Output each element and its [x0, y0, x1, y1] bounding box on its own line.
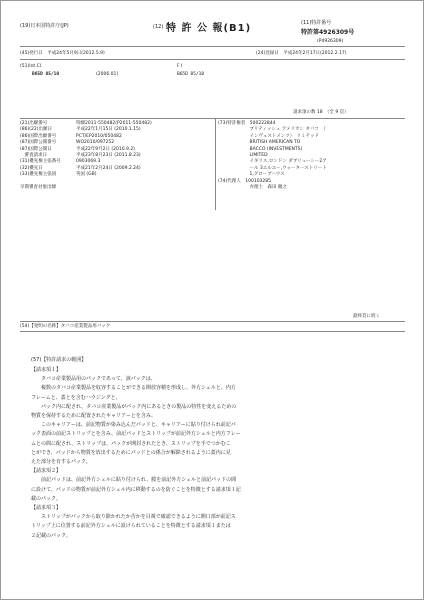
claim-continuation: トリップ上に位置する前記外方シェルに設けられていることを特徴とする請求項１または — [31, 523, 231, 530]
bib-line: ール 3エルエー,ウォーターストリート — [218, 165, 327, 171]
claim-heading: 【請求項３】 — [31, 505, 62, 512]
bib-line: イギリス,ロンドン ダブリューシー2ア — [218, 159, 327, 165]
claims-count: 請求項の数 18 （全 9 頁） — [293, 110, 349, 115]
bib-value: 平成23年8月23日 (2011.8.23) — [76, 153, 141, 159]
bib-key: (31)優先権主張番号 — [20, 159, 61, 165]
bib-line: BACCO (INVESTMENTS) — [218, 146, 303, 152]
patent-number-sub: (P4926309) — [317, 39, 344, 44]
ipc-code: B65D 85/10 — [32, 72, 60, 77]
bib-line: (73)特許権者 500222844 — [218, 121, 276, 126]
claim-heading: 【請求項１】 — [31, 367, 62, 373]
document-kind: (12) — [153, 24, 164, 30]
ipc-version: (2006.01) — [96, 72, 119, 77]
claim-continuation: ２記載のパック。 — [31, 532, 71, 539]
bib-value: 平成22年1月15日 (2010.1.15) — [76, 127, 141, 133]
bibliographic-right — [218, 121, 408, 191]
fi-label: F I — [177, 64, 183, 69]
claim-continuation: に設けて、パッドの物質が前記外方シェル内に移動するのを防ぐことを特徴とする請求項１記 — [31, 486, 241, 493]
divider — [20, 46, 405, 47]
bib-key: (87)国際公開番号 — [20, 140, 57, 146]
claim-paragraph: 前記パッドは、前記外方シェルに貼り付けられ、膜を前記外方シェルと前記パッドの間 — [41, 477, 237, 484]
bib-key: (86)(22)出願日 — [20, 127, 52, 133]
registration-date: (24)登録日 平成24年2月17日(2012.2.17) — [256, 51, 347, 56]
bibliographic-left — [20, 121, 210, 191]
bib-line: BRITISH AMERICAN TO — [218, 140, 301, 146]
claim-paragraph: このキャリアーは、前記物質が染み込んだパッドと、キャリアーに貼り付けられ前記パ — [41, 422, 236, 429]
bib-value: 平成21年2月24日 (2009.2.24) — [76, 165, 141, 171]
claim-paragraph: タバコ産業製品用のパックであって、該パックは、 — [41, 376, 156, 383]
bib-line: (74)代理人 100103285 — [218, 178, 272, 184]
divider — [20, 59, 405, 60]
bib-value: WO2010/097252 — [76, 140, 115, 146]
column-divider — [215, 118, 216, 210]
bib-line: LIMITED — [218, 153, 268, 159]
divider — [20, 331, 405, 332]
bib-key: (33)優先権主張国 — [20, 172, 57, 178]
claims-heading: (57)【特許請求の範囲】 — [31, 357, 87, 363]
bib-value: 特願2011-550482(P2011-550482) — [76, 121, 152, 126]
claim-continuation: フレームと、蓋とを含むハウジングと、 — [31, 394, 121, 401]
bib-key: (21)出願番号 — [20, 121, 48, 126]
claim-paragraph: 複数のタバコ産業製品を収容することができる開放容積を形成し、外方シェルと、内方 — [41, 385, 236, 392]
bib-key: (87)国際公開日 — [20, 146, 52, 152]
bib-line: インヴェストメンツ） リミテッド — [218, 133, 320, 139]
claim-continuation: えた部分を有するパック。 — [31, 459, 91, 466]
bib-key: (86)国際出願番号 — [20, 133, 57, 139]
bib-line: 弁理士 森田 順之 — [218, 185, 287, 191]
claim-paragraph: ストリップがパックから取り除かれたか否かを目視で確認できるように開口部が前記ス — [41, 514, 236, 521]
bib-value: PCT/EP2010/050482 — [76, 133, 122, 139]
bib-key: (32)優先日 — [20, 165, 43, 171]
fi-code: B65D 85/10 — [177, 72, 205, 77]
claim-continuation: 物質を保持するために配置されたキャリアーとを含み、 — [31, 413, 157, 420]
invention-title: (54)【発明の名称】タバコ産業製品用パック — [20, 324, 111, 329]
office-name: (19)日本国特許庁(JP) — [20, 23, 69, 29]
claim-continuation: ムとの間に配され、ストリップは、パックが開封されたとき、ストリップを手でつかむこ — [31, 440, 231, 447]
bib-value: 英国 (GB) — [76, 172, 97, 178]
claim-heading: 【請求項２】 — [31, 468, 62, 475]
divider — [20, 118, 405, 119]
bib-key: 審査請求日 — [20, 153, 47, 159]
bib-value: 0903069.3 — [76, 159, 101, 165]
continued-note: 最終頁に続く — [353, 314, 380, 319]
bib-line: ブリティッシュ アメリカン タバコ （ — [218, 127, 326, 133]
bib-row — [20, 185, 210, 191]
bib-value: 平成22年9月2日 (2010.9.2) — [76, 146, 135, 152]
claims-body — [31, 366, 401, 541]
claim-continuation: ック表面の前記ストリップとを含み、前記パッドとストリップが前記外方シェルと内方フレー — [31, 431, 241, 438]
claim-paragraph: パック内に配され、タバコ産業製品がパック内にあるときの製品の特性を変えるための — [41, 403, 237, 410]
claim-continuation: とができ、パッドから物質を放出するためにパッドとの係合が解除されるように蓋内に見 — [31, 449, 231, 456]
document-title: 特 許 公 報(B1) — [166, 23, 252, 34]
bib-key: 早期審査対象出願 — [20, 185, 56, 191]
bib-line: 1,グローブハウス — [218, 172, 285, 178]
divider — [20, 321, 405, 322]
classification-label: (51)Int.Cl. — [20, 64, 43, 69]
patent-number-label: (11)特許番号 — [301, 20, 332, 26]
issue-date: (45)発行日 平成24年5月9日(2012.5.9) — [20, 51, 105, 56]
patent-number: 特許第4926309号 — [301, 29, 355, 36]
claim-continuation: 載のパック。 — [31, 495, 61, 502]
